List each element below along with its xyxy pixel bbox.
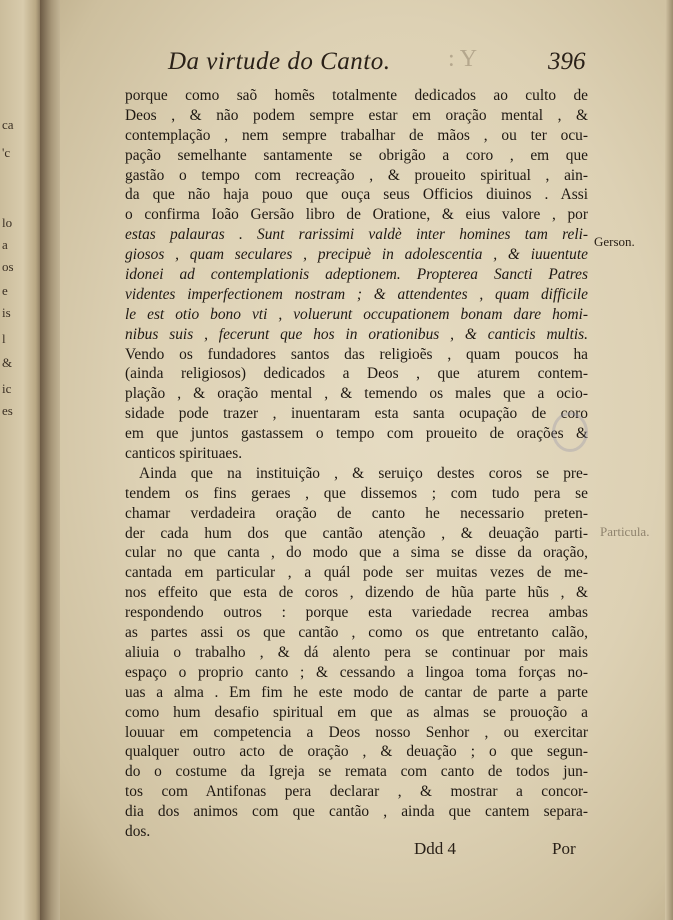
text-line: der cada hum dos que cantão atenção , & deuação parti- [125,524,588,542]
text-line: pação semelhante santamente se obrigão a coro , em que [125,146,588,164]
text-line: dia dos animos com que cantão , ainda que cantem separa- [125,803,588,821]
text-line: Deos , & não podem sempre estar em oração mental , & [125,106,588,124]
signature-mark: Ddd 4 [414,839,457,858]
latin-quote-line: estas palauras . Sunt rarissimi valdè inter homines tam reli- [125,226,588,244]
latin-quote-line: giosos , quam seculares , precipuè in adolescentia , & iuuentute [125,246,588,264]
facing-page-fragment: e [2,283,8,298]
text-line: tos com Antifonas pera declarar , & mostrar a concor- [125,783,588,801]
text-line: o confirma Ioão Gersão libro de Oratione, & eius valore , por [125,206,588,224]
text-line: qualquer outro acto de oração , & deuação ; o que segun- [125,743,588,761]
catchword: Por [552,839,576,858]
text-line: louuar em competencia a Deos nosso Senhor , ou exercitar [125,723,588,741]
facing-page-fragment: a [2,237,8,252]
facing-page-edge [0,0,42,920]
marginal-note-particula: Particula. [600,524,650,539]
body-text [125,86,588,842]
text-line: chamar verdadeira oração de canto he necessario preten- [125,504,588,522]
running-head: Da virtude do Canto. [168,48,391,75]
latin-quote-line: le est otio bono vti , voluerunt occupationem bonam dare homi- [125,305,588,323]
text-line: aliuia o trabalho , & dá alento pera se continuar por mais [125,643,588,661]
text-line: porque como saõ homẽs totalmente dedicados ao culto de [125,87,588,104]
paragraph-start-line: Ainda que na instituição , & seruiço destes coros se pre- [139,464,588,482]
page-edge [665,0,673,920]
text-line: respondendo outros : porque esta variedade recrea ambas [125,604,588,622]
facing-page-fragment: lo [2,215,13,230]
text-line: (ainda religiosos) dedicados a Deos , que aturem contem- [125,365,588,383]
facing-page-fragment: & [2,355,13,370]
text-line: gastão o tempo com recreação , & proueito spiritual , ain- [125,166,588,184]
ink-stain [552,412,588,452]
text-line: dos. [125,822,151,840]
facing-page-fragment: ic [2,381,12,396]
text-line: plação , & oração mental , & temendo os males que a ocio- [125,385,588,403]
text-line: em que juntos gastassem o tempo com proueito de orações & [125,425,588,443]
facing-page-fragment: es [2,403,13,418]
text-line: da que não haja pouo que ouça seus Officios diuinos . Assi [125,186,588,204]
text-line: Vendo os fundadores santos das religioẽs , quam poucos ha [125,345,588,363]
latin-quote-line: idonei ad contemplationis adeptionem. Propterea Sancti Patres [125,266,588,284]
page-number: 396 [548,48,586,75]
latin-quote-line: nibus suis , fecerunt que hos in orationibus , & canticis multis. [125,325,588,343]
facing-page-fragment: os [2,259,14,274]
bleed-through-mark: : Y [448,46,478,72]
text-line: cantada em particular , a quál pode ser muitas vezes de me- [125,564,588,582]
text-line: contemplação , nem sempre trabalhar de mãos , ou ter ocu- [125,126,588,144]
book-page [60,0,673,920]
text-line: as partes assi os que cantão , como os que entretanto calão, [125,624,588,642]
text-line: nos effeito que esta de coros , dizendo de hũa parte hũs , & [125,584,588,602]
text-line: canticos spirituaes. [125,445,243,463]
text-line: espaço o proprio canto ; & cessando a lingoa toma forças no- [125,663,588,681]
facing-page-fragment: is [2,305,11,320]
marginal-note-gerson: Gerson. [594,234,635,249]
text-line: sidade pode trazer , inuentaram esta santa ocupação de coro [125,405,588,423]
text-line: tendem os fins geraes , que dissemos ; com tudo pera se [125,484,588,502]
text-line: uas a alma . Em fim he este modo de cantar de parte a parte [125,683,588,701]
text-line: como hum desafio spiritual em que as almas se prouoção a [125,703,588,721]
text-line: cular no que canta , do modo que a sima se disse da oração, [125,544,588,562]
facing-page-fragment: 'c [2,145,11,160]
facing-page-fragment: l [2,331,6,346]
latin-quote-line: videntes imperfectionem nostram ; & attendentes , quam difficile [125,285,588,303]
facing-page-fragment: ca [2,117,14,132]
text-line: do o costume da Igreja se remata com canto de todos jun- [125,763,588,781]
